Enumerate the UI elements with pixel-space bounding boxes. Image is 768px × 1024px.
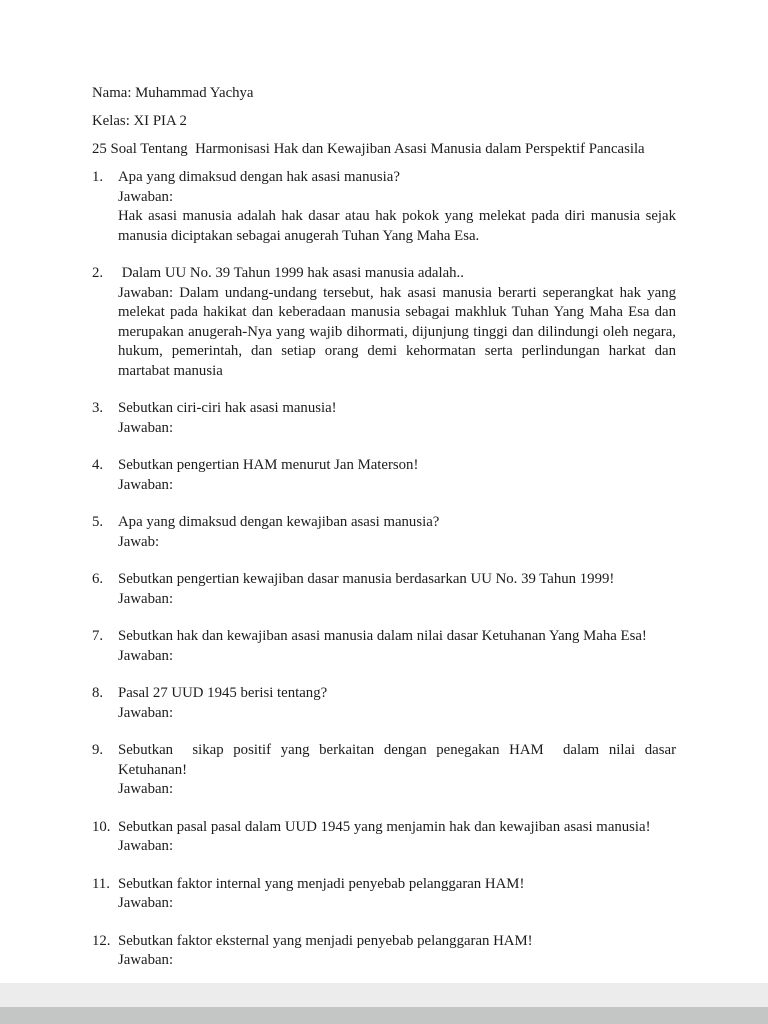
question-text: Apa yang dimaksud dengan hak asasi manusia? (118, 169, 400, 185)
question-number: 2. (92, 265, 104, 281)
question-item (92, 741, 680, 800)
answer-label: Jawaban: (118, 647, 174, 664)
answer-label: Jawaban: (118, 419, 174, 436)
question-text: Sebutkan pasal pasal dalam UUD 1945 yang menjamin hak dan kewajiban asasi manusia! (118, 818, 651, 835)
question-number: 8. (92, 685, 104, 701)
question-body (118, 168, 676, 246)
question-text: Sebutkan hak dan kewajiban asasi manusia dalam nilai dasar Ketuhanan Yang Maha Esa! (118, 628, 647, 644)
student-name-line: Nama: Muhammad Yachya (92, 85, 254, 101)
question-body (118, 456, 676, 495)
question-item (92, 168, 676, 246)
question-item (92, 264, 676, 381)
question-item (92, 932, 676, 971)
question-body (118, 264, 676, 381)
question-body (118, 399, 676, 438)
answer-label: Jawaban: (118, 952, 174, 968)
question-text: Sebutkan sikap positif yang berkaitan dengan penegakan HAM dalam nilai dasar Ketuhanan! (118, 742, 680, 778)
question-text: Dalam UU No. 39 Tahun 1999 hak asasi manusia adalah.. (118, 265, 464, 281)
question-item (92, 818, 676, 857)
answer-label: Jawaban: (118, 838, 174, 854)
question-body (118, 741, 680, 800)
document-title: 25 Soal Tentang Harmonisasi Hak dan Kewajiban Asasi Manusia dalam Perspektif Pancasila (92, 141, 645, 157)
answer-label: Jawaban: (118, 781, 174, 797)
question-number: 3. (92, 400, 104, 416)
question-text: Sebutkan ciri-ciri hak asasi manusia! (118, 400, 337, 416)
answer-label: Jawaban: (118, 476, 174, 493)
question-item (92, 399, 676, 438)
question-number: 10. (92, 818, 111, 835)
question-text: Sebutkan pengertian kewajiban dasar manusia berdasarkan UU No. 39 Tahun 1999! (118, 571, 615, 587)
question-item (92, 570, 676, 609)
question-body (118, 818, 676, 857)
question-item (92, 513, 676, 552)
answer-label: Jawaban: (118, 188, 174, 205)
question-body (118, 570, 676, 609)
question-text: Apa yang dimaksud dengan kewajiban asasi manusia? (118, 514, 440, 530)
question-item (92, 456, 676, 495)
question-number: 7. (92, 628, 104, 644)
question-number: 5. (92, 514, 104, 530)
answer-label: Jawaban: Dalam undang-undang tersebut, hak asasi manusia berarti seperangkat hak yang melekat pada hakikat dan keberadaan manusia sebagai makhluk Tuhan Yang Maha Esa dan merupakan anugerah-Nya yang wajib dihormati, dijunjung tinggi dan dilindungi oleh negara, hukum, pemerintah, dan setiap orang demi kehormatan serta perlindungan harkat dan martabat manusia (118, 284, 676, 379)
question-item (92, 627, 676, 666)
question-text: Sebutkan faktor eksternal yang menjadi penyebab pelanggaran HAM! (118, 932, 533, 949)
answer-label: Jawab: (118, 533, 160, 550)
answer-text: Hak asasi manusia adalah hak dasar atau hak pokok yang melekat pada diri manusia sejak manusia diciptakan sebagai anugerah Tuhan Yang Maha Esa. (118, 208, 676, 244)
answer-label: Jawaban: (118, 704, 174, 721)
answer-label: Jawaban: (118, 590, 174, 607)
page-gap (0, 983, 768, 1007)
question-body (118, 875, 676, 914)
question-number: 6. (92, 571, 104, 587)
question-number: 4. (92, 457, 104, 473)
question-item (92, 875, 676, 914)
question-item (92, 684, 676, 723)
question-body (118, 513, 676, 552)
question-number: 9. (92, 742, 104, 758)
viewer-bottom-bar (0, 1007, 768, 1024)
question-text: Sebutkan pengertian HAM menurut Jan Materson! (118, 457, 419, 473)
question-number: 12. (92, 932, 111, 949)
student-class-line: Kelas: XI PIA 2 (92, 113, 187, 129)
question-list (92, 168, 680, 971)
question-body (118, 684, 676, 723)
question-body (118, 627, 676, 666)
answer-label: Jawaban: (118, 895, 174, 911)
question-number: 11. (92, 875, 110, 892)
question-number: 1. (92, 169, 104, 185)
question-text: Pasal 27 UUD 1945 berisi tentang? (118, 685, 328, 701)
question-body (118, 932, 676, 971)
question-text: Sebutkan faktor internal yang menjadi penyebab pelanggaran HAM! (118, 875, 525, 892)
